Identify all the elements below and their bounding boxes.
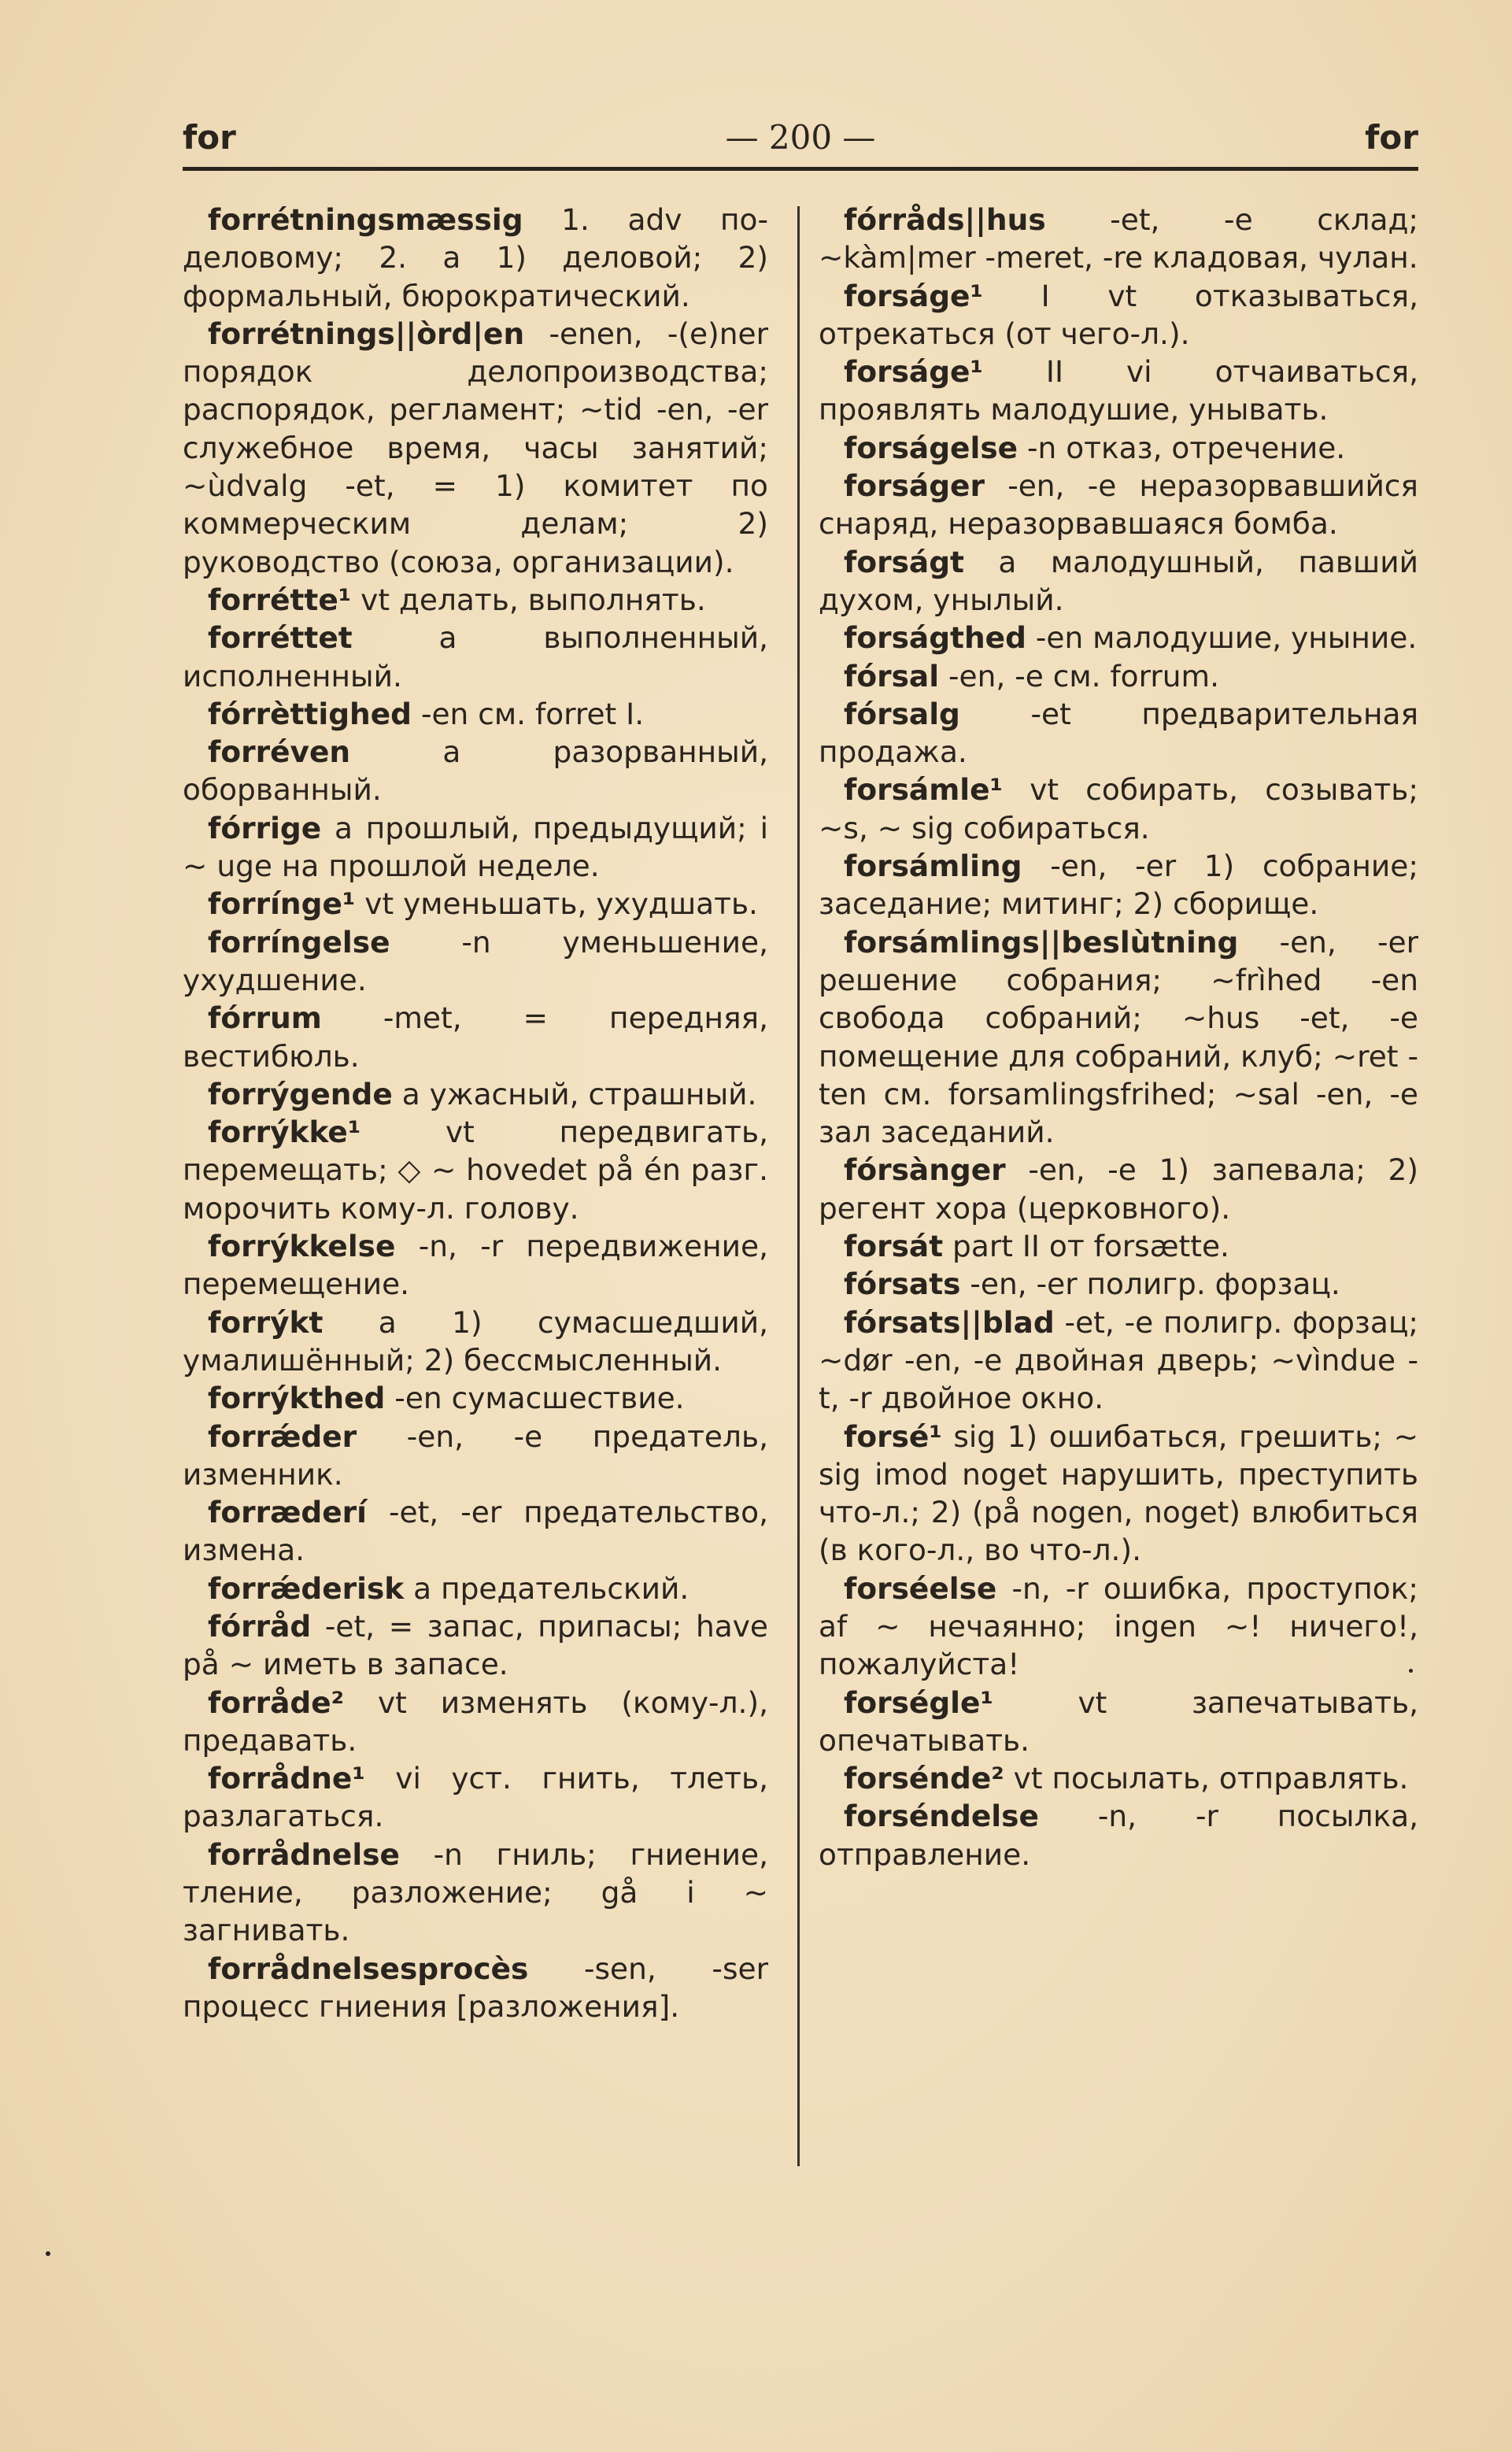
entry-definition: -et, -e полигр. форзац; ~dør -en, -e двойная дверь; ~vìndue -t, -r двойное окно.	[819, 1304, 1418, 1416]
dictionary-entry	[183, 999, 768, 1075]
dictionary-entry	[819, 1265, 1418, 1303]
entry-headword: forréven	[208, 734, 351, 770]
dictionary-entry	[819, 1227, 1418, 1265]
entry-headword: fórrum	[208, 1000, 322, 1036]
entry-headword: forrǽderisk	[208, 1570, 405, 1606]
entry-headword: forrådne¹	[208, 1761, 365, 1796]
entry-definition: -n, -r посылка, отправление.	[819, 1799, 1418, 1872]
entry-headword: fórråds||hus	[844, 202, 1046, 237]
entry-headword: fórråd	[208, 1608, 312, 1644]
dictionary-entry	[819, 467, 1418, 543]
page-header	[183, 118, 1418, 165]
entry-headword: forrétte¹	[208, 582, 352, 617]
entry-definition: -en, -er полигр. форзац.	[970, 1267, 1340, 1302]
dictionary-entry	[183, 1379, 768, 1417]
entry-definition: -en сумасшествие.	[394, 1381, 685, 1416]
entry-headword: forrýkthed	[208, 1381, 386, 1416]
entry-headword: forrétningsmæssig	[208, 202, 523, 237]
entry-headword: forságe¹	[844, 278, 983, 313]
entry-headword: fórrèttighed	[208, 696, 412, 731]
entry-definition: -et, -er предательство, измена.	[183, 1495, 768, 1568]
entry-definition: -en, -e 1) запевала; 2) регент хора (церковного).	[819, 1152, 1418, 1226]
entry-definition: a разорванный, оборванный.	[183, 734, 769, 808]
dictionary-entry	[183, 1684, 768, 1760]
entry-definition: sig 1) ошибаться, грешить; ~ sig imod noget нарушить, преступить что-л.; 2) (på nogen, noget) влюбиться (в кого-л., во что-л.).	[819, 1418, 1418, 1568]
dictionary-entry	[819, 619, 1418, 656]
entry-definition: a прошлый, предыдущий; i ~ uge на прошлой неделе.	[183, 810, 769, 884]
entry-definition: -n уменьшение, ухудшение.	[183, 924, 768, 997]
entry-headword: forréttet	[208, 620, 353, 656]
dictionary-entry	[819, 1759, 1418, 1797]
entry-definition: vt передвигать, перемещать; ◇ ~ hovedet på én разг. морочить кому-л. голову.	[183, 1115, 768, 1226]
dictionary-entry	[819, 1684, 1418, 1760]
dictionary-entry	[819, 695, 1418, 771]
entry-headword: forsámling	[844, 849, 1022, 884]
dictionary-entry	[183, 1759, 768, 1836]
right-column	[819, 201, 1418, 1873]
dictionary-entry	[183, 923, 768, 1000]
entry-definition: -et предварительная продажа.	[819, 696, 1419, 770]
entry-headword: fórrige	[208, 810, 322, 845]
entry-definition: vt запечатывать, опечатывать.	[819, 1685, 1419, 1758]
entry-headword: forrýgende	[208, 1076, 393, 1111]
entry-definition: -n гниль; гниение, тление, разложение; gå i ~ загнивать.	[183, 1836, 768, 1948]
entry-definition: -et, = запас, припасы; have på ~ иметь в запасе.	[183, 1608, 768, 1682]
header-rule	[183, 167, 1418, 171]
dictionary-entry	[819, 1797, 1418, 1873]
entry-headword: forságthed	[844, 620, 1026, 656]
entry-headword: forrýkt	[208, 1304, 323, 1340]
entry-definition: a 1) сумасшедший, умалишённый; 2) бессмысленный.	[183, 1304, 768, 1378]
dictionary-entry	[183, 315, 768, 581]
page-number: — 200 —	[725, 118, 876, 157]
entry-headword: forrǽder	[208, 1418, 357, 1454]
dictionary-entry	[183, 1570, 768, 1607]
entry-definition: a выполненный, исполненный.	[183, 620, 768, 693]
entry-definition: -en, -e неразорвавшийся снаряд, неразорвавшаяся бомба.	[819, 468, 1418, 542]
entry-definition: vt уменьшать, ухудшать.	[364, 886, 758, 922]
entry-headword: forrådnelsesprocès	[208, 1951, 529, 1986]
entry-definition: I vt отказываться, отрекаться (от чего-л.).	[819, 278, 1418, 351]
entry-headword: forsé¹	[844, 1418, 942, 1454]
dictionary-entry	[183, 1227, 768, 1304]
entry-headword: fórsalg	[844, 696, 960, 731]
entry-headword: fórsats	[844, 1267, 961, 1302]
dictionary-entry	[183, 885, 768, 923]
entry-definition: a предательский.	[413, 1570, 689, 1606]
column-separator	[797, 206, 800, 2166]
entry-headword: forsát	[844, 1229, 944, 1264]
dictionary-entry	[819, 847, 1418, 923]
dictionary-entry	[819, 1570, 1418, 1684]
ink-speck	[46, 2251, 50, 2256]
dictionary-entry	[819, 657, 1418, 695]
entry-headword: forrétnings||òrd|en	[208, 316, 525, 351]
entry-definition: -n отказ, отречение.	[1027, 430, 1346, 465]
dictionary-entry	[819, 353, 1418, 429]
entry-definition: -en, -er решение собрания; ~frìhed -en свобода собраний; ~hus -et, -e помещение для собраний, клуб; ~ret -ten см. forsamlingsfrihed; ~sal -en, -e зал заседаний.	[819, 924, 1418, 1150]
left-column	[183, 201, 768, 2025]
header-left-guideword: for	[183, 118, 236, 157]
entry-definition: II vi отчаиваться, проявлять малодушие, унывать.	[819, 354, 1418, 427]
entry-definition: vt собирать, созывать; ~s, ~ sig собираться.	[819, 772, 1418, 845]
dictionary-entry	[819, 771, 1418, 847]
entry-definition: -en, -e предатель, изменник.	[183, 1418, 768, 1492]
entry-definition: a ужасный, страшный.	[401, 1076, 757, 1111]
entry-headword: forságer	[844, 468, 985, 504]
header-right-guideword: for	[1365, 118, 1418, 157]
dictionary-entry	[183, 1607, 768, 1684]
dictionary-entry	[183, 809, 768, 886]
dictionary-entry	[183, 1113, 768, 1227]
dictionary-entry	[183, 1950, 768, 2026]
entry-definition: vt изменять (кому-л.), предавать.	[183, 1685, 769, 1758]
entry-definition: -et, -e склад; ~kàm|mer -meret, -re кладовая, чулан.	[819, 202, 1419, 276]
dictionary-entry	[183, 619, 768, 695]
entry-headword: forríngelse	[208, 924, 390, 960]
entry-definition: -sen, -ser процесс гниения [разложения].	[183, 1951, 768, 2024]
dictionary-entry	[819, 277, 1418, 353]
ink-speck	[1409, 1669, 1413, 1673]
entry-definition: -met, = передняя, вестибюль.	[183, 1000, 769, 1074]
entry-definition: -en, -e см. forrum.	[948, 658, 1220, 693]
dictionary-entry	[183, 201, 768, 315]
entry-headword: forrådnelse	[208, 1836, 400, 1872]
entry-definition: -en см. forret I.	[420, 696, 645, 731]
entry-headword: fórsànger	[844, 1152, 1006, 1188]
entry-definition: -n, -r ошибка, проступок; af ~ нечаянно; ingen ~! ничего!, пожалуйста!	[819, 1570, 1418, 1682]
entry-headword: forsámlings||beslùtning	[844, 924, 1239, 960]
dictionary-entry	[819, 543, 1418, 619]
dictionary-entry	[183, 1075, 768, 1113]
entry-headword: forræderí	[208, 1495, 367, 1530]
entry-definition: -en малодушие, уныние.	[1035, 620, 1418, 656]
dictionary-entry	[183, 1304, 768, 1380]
entry-headword: fórsats||blad	[844, 1304, 1055, 1340]
entry-headword: forságelse	[844, 430, 1018, 465]
entry-headword: forséelse	[844, 1570, 997, 1606]
entry-definition: vt посылать, отправлять.	[1013, 1761, 1409, 1796]
entry-headword: forségle¹	[844, 1685, 993, 1720]
dictionary-entry	[183, 1418, 768, 1494]
entry-definition: -enen, -(e)ner порядок делопроизводства; распорядок, регламент; ~tid -en, -er служебное время, часы занятий; ~ùdvalg -et, = 1) комитет по коммерческим делам; 2) руководство (союза, организации).	[183, 316, 768, 579]
entry-headword: forrínge¹	[208, 886, 356, 922]
entry-headword: forsénde²	[844, 1761, 1004, 1796]
entry-definition: -n, -r передвижение, перемещение.	[183, 1229, 769, 1302]
entry-definition: 1. adv по-деловому; 2. a 1) деловой; 2) формальный, бюрократический.	[183, 202, 769, 313]
entry-headword: forråde²	[208, 1685, 345, 1720]
entry-headword: forságt	[844, 544, 964, 579]
entry-definition: -en, -er 1) собрание; заседание; митинг; 2) сборище.	[819, 849, 1419, 922]
entry-definition: part II от forsætte.	[952, 1229, 1229, 1264]
dictionary-entry	[819, 429, 1418, 467]
dictionary-entry	[819, 1304, 1418, 1418]
entry-definition: vi уст. гнить, тлеть, разлагаться.	[183, 1761, 769, 1834]
entry-headword: forséndelse	[844, 1799, 1039, 1834]
dictionary-entry	[183, 1836, 768, 1950]
dictionary-entry	[183, 581, 768, 619]
entry-headword: forrýkkelse	[208, 1229, 396, 1264]
dictionary-entry	[819, 1151, 1418, 1227]
dictionary-entry	[819, 923, 1418, 1152]
entry-headword: forrýkke¹	[208, 1115, 361, 1150]
entry-headword: forságe¹	[844, 354, 983, 390]
dictionary-entry	[183, 733, 768, 809]
dictionary-entry	[183, 1493, 768, 1570]
dictionary-entry	[183, 695, 768, 733]
entry-headword: fórsal	[844, 658, 940, 693]
entry-headword: forsámle¹	[844, 772, 1003, 808]
entry-definition: vt делать, выполнять.	[360, 582, 706, 617]
entry-definition: a малодушный, павший духом, унылый.	[819, 544, 1418, 617]
dictionary-entry	[819, 201, 1418, 277]
dictionary-entry	[819, 1418, 1418, 1570]
